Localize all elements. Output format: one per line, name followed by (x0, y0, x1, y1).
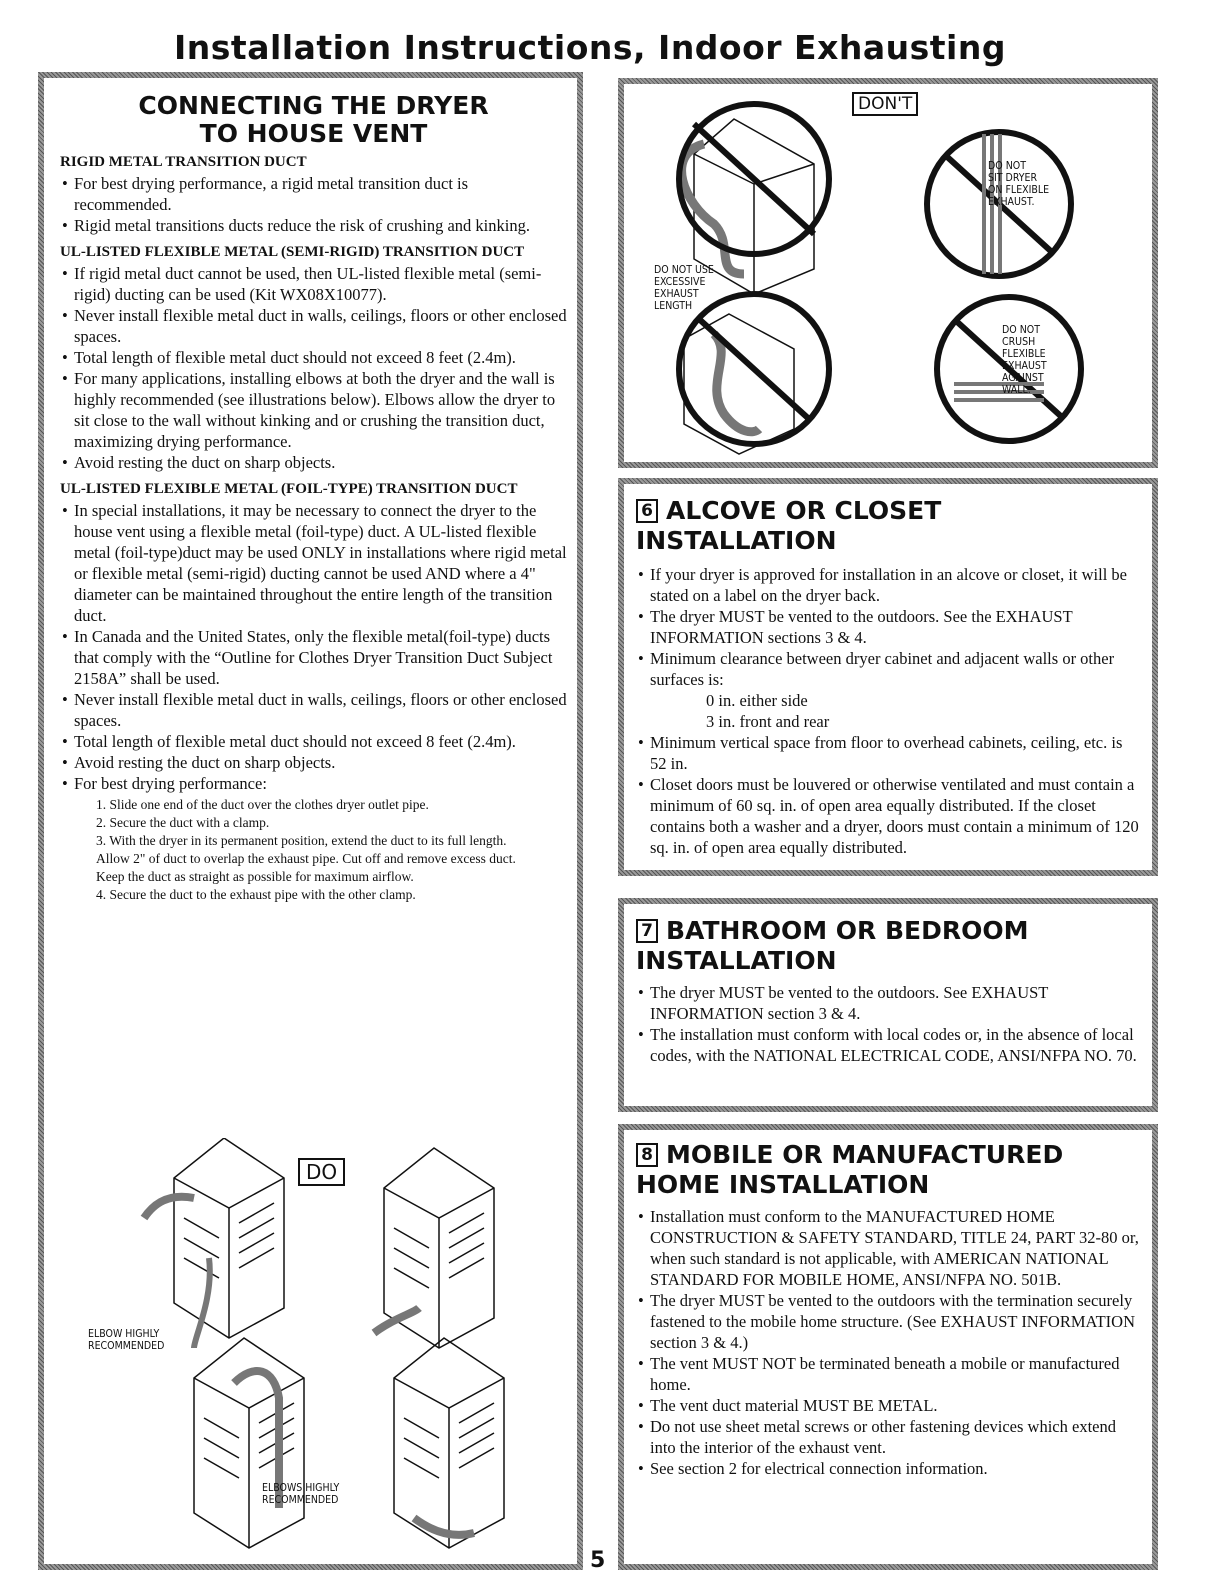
clearance-front-rear: 3 in. front and rear (706, 712, 830, 731)
label-line: AGAINST (1002, 372, 1044, 384)
list-item: • Avoid resting the duct on sharp objects. (60, 752, 567, 773)
step-item: 1. Slide one end of the duct over the clothes dryer outlet pipe. (96, 797, 429, 812)
list-item: • Installation must conform to the MANUFACTURED HOME CONSTRUCTION & SAFETY STANDARD, TITLE 24, PART 32-80 or, when such standard is not applicable, with AMERICAN NATIONAL STANDARD FOR MOBILE HOME, ANSI/NFPA NO. 501B. (636, 1206, 1142, 1290)
list-item: • If rigid metal duct cannot be used, then UL-listed flexible metal (semi-rigid) ducting can be used (Kit WX08X10077). (60, 263, 567, 305)
step-item: 4. Secure the duct to the exhaust pipe with the other clamp. (96, 887, 416, 902)
label-line: DO NOT (988, 160, 1026, 172)
step-item: 2. Secure the duct with a clamp. (96, 815, 270, 830)
section-6-list (636, 564, 1142, 690)
section-6-list-2 (636, 732, 1142, 858)
list-item: • Rigid metal transitions ducts reduce the risk of crushing and kinking. (60, 215, 567, 236)
clearance-sides: 0 in. either side (706, 691, 808, 710)
list-item: • Closet doors must be louvered or otherwise ventilated and must contain a minimum of 60 sq. in. of open area equally distributed. If the closet contains both a washer and a dryer, doors must contain a minimum of 120 sq. in. of open area equally distributed. (636, 774, 1142, 858)
label-line: EXHAUST (1002, 360, 1047, 372)
label-line: EXCESSIVE (654, 276, 706, 288)
dont-label: DON'T (852, 92, 918, 116)
page-title: Installation Instructions, Indoor Exhausting (174, 28, 1006, 67)
label-line: WALL. (1002, 384, 1031, 396)
left-panel (38, 72, 583, 1570)
list-item: • Minimum clearance between dryer cabinet and adjacent walls or other surfaces is: (636, 648, 1142, 690)
label-line: LENGTH (654, 300, 693, 312)
label-line: DO NOT USE (654, 264, 714, 276)
sit-dryer-label (988, 160, 1049, 208)
label-line: EXHAUST (654, 288, 699, 300)
list-item: • The vent duct material MUST BE METAL. (636, 1395, 1142, 1416)
step-item: 3. With the dryer in its permanent position, extend the duct to its full length. Allow 2" of duct to overlap the exhaust pipe. Cut off and remove excess duct. Keep the duct as straight as possible for maximum airflow. (96, 833, 516, 884)
list-item: • For best drying performance: (60, 773, 567, 794)
elbows-label: ELBOWS HIGHLY RECOMMENDED (262, 1482, 340, 1506)
section-7-list (636, 982, 1142, 1066)
elbow-label: ELBOW HIGHLY RECOMMENDED (88, 1328, 165, 1352)
foil-list (60, 500, 567, 794)
list-item: • Never install flexible metal duct in walls, ceilings, floors or other enclosed spaces. (60, 305, 567, 347)
list-item: • Avoid resting the duct on sharp objects. (60, 452, 567, 473)
semi-heading: UL-LISTED FLEXIBLE METAL (SEMI-RIGID) TRANSITION DUCT (60, 244, 525, 260)
steps-list (60, 796, 536, 904)
section-8-list (636, 1206, 1142, 1479)
label-line: FLEXIBLE (1002, 348, 1046, 360)
list-item: • For many applications, installing elbows at both the dryer and the wall is highly recommended (see illustrations below). Elbows allow the dryer to sit close to the wall without kinking and or crushing the transition duct, maximizing drying performance. (60, 368, 567, 452)
list-item: • For best drying performance, a rigid metal transition duct is recommended. (60, 173, 567, 215)
dont-panel (618, 78, 1158, 468)
list-item: • The vent MUST NOT be terminated beneath a mobile or manufactured home. (636, 1353, 1142, 1395)
excess-length-label (654, 264, 714, 312)
crush-exhaust-label (1002, 324, 1047, 396)
label-line: CRUSH (1002, 336, 1036, 348)
section-8 (618, 1124, 1158, 1570)
foil-heading: UL-LISTED FLEXIBLE METAL (FOIL-TYPE) TRANSITION DUCT (60, 481, 518, 497)
list-item: • Total length of flexible metal duct should not exceed 8 feet (2.4m). (60, 347, 567, 368)
list-item: • In special installations, it may be necessary to connect the dryer to the house vent using a flexible metal (foil-type) duct. A UL-listed flexible metal (foil-type)duct may be used ONLY in installations where rigid metal or flexible metal (semi-rigid) ducting cannot be used AND where a 4" diameter can be maintained throughout the entire length of the transition duct. (60, 500, 567, 626)
rigid-heading: RIGID METAL TRANSITION DUCT (60, 154, 307, 170)
section-7 (618, 898, 1158, 1112)
section-heading: CONNECTING THE DRYER TO HOUSE VENT (138, 91, 489, 148)
rigid-list (60, 173, 567, 236)
list-item: • The dryer MUST be vented to the outdoors with the termination securely fastened to the mobile home structure. (See EXHAUST INFORMATION section 3 & 4.) (636, 1290, 1142, 1353)
list-item: • If your dryer is approved for installation in an alcove or closet, it will be stated on a label on the dryer back. (636, 564, 1142, 606)
list-item: • The installation must conform with local codes or, in the absence of local codes, with the NATIONAL ELECTRICAL CODE, ANSI/NFPA NO. 70. (636, 1024, 1142, 1066)
list-item: • Never install flexible metal duct in walls, ceilings, floors or other enclosed spaces. (60, 689, 567, 731)
list-item: • The dryer MUST be vented to the outdoors. See EXHAUST INFORMATION section 3 & 4. (636, 982, 1142, 1024)
section-7-title: 7 BATHROOM OR BEDROOM INSTALLATION (636, 916, 1029, 975)
label-line: SIT DRYER (988, 172, 1038, 184)
label-line: EXHAUST. (988, 196, 1035, 208)
list-item: • See section 2 for electrical connection information. (636, 1458, 1142, 1479)
list-item: • Total length of flexible metal duct should not exceed 8 feet (2.4m). (60, 731, 567, 752)
list-item: • The dryer MUST be vented to the outdoors. See the EXHAUST INFORMATION sections 3 & 4. (636, 606, 1142, 648)
list-item: • Do not use sheet metal screws or other fastening devices which extend into the interior of the exhaust vent. (636, 1416, 1142, 1458)
page-number: 5 (590, 1548, 606, 1573)
section-8-title: 8 MOBILE OR MANUFACTURED HOME INSTALLATION (636, 1140, 1064, 1199)
do-illustration (74, 1138, 554, 1564)
list-item: • In Canada and the United States, only the flexible metal(foil-type) ducts that comply with the “Outline for Clothes Dryer Transition Duct Subject 2158A” shall be used. (60, 626, 567, 689)
semi-list (60, 263, 567, 473)
label-line: ON FLEXIBLE (988, 184, 1050, 196)
label-line: DO NOT (1002, 324, 1040, 336)
section-6-title: 6 ALCOVE OR CLOSET INSTALLATION (636, 496, 942, 555)
section-6 (618, 478, 1158, 876)
do-label: DO (298, 1158, 345, 1186)
list-item: • Minimum vertical space from floor to overhead cabinets, ceiling, etc. is 52 in. (636, 732, 1142, 774)
